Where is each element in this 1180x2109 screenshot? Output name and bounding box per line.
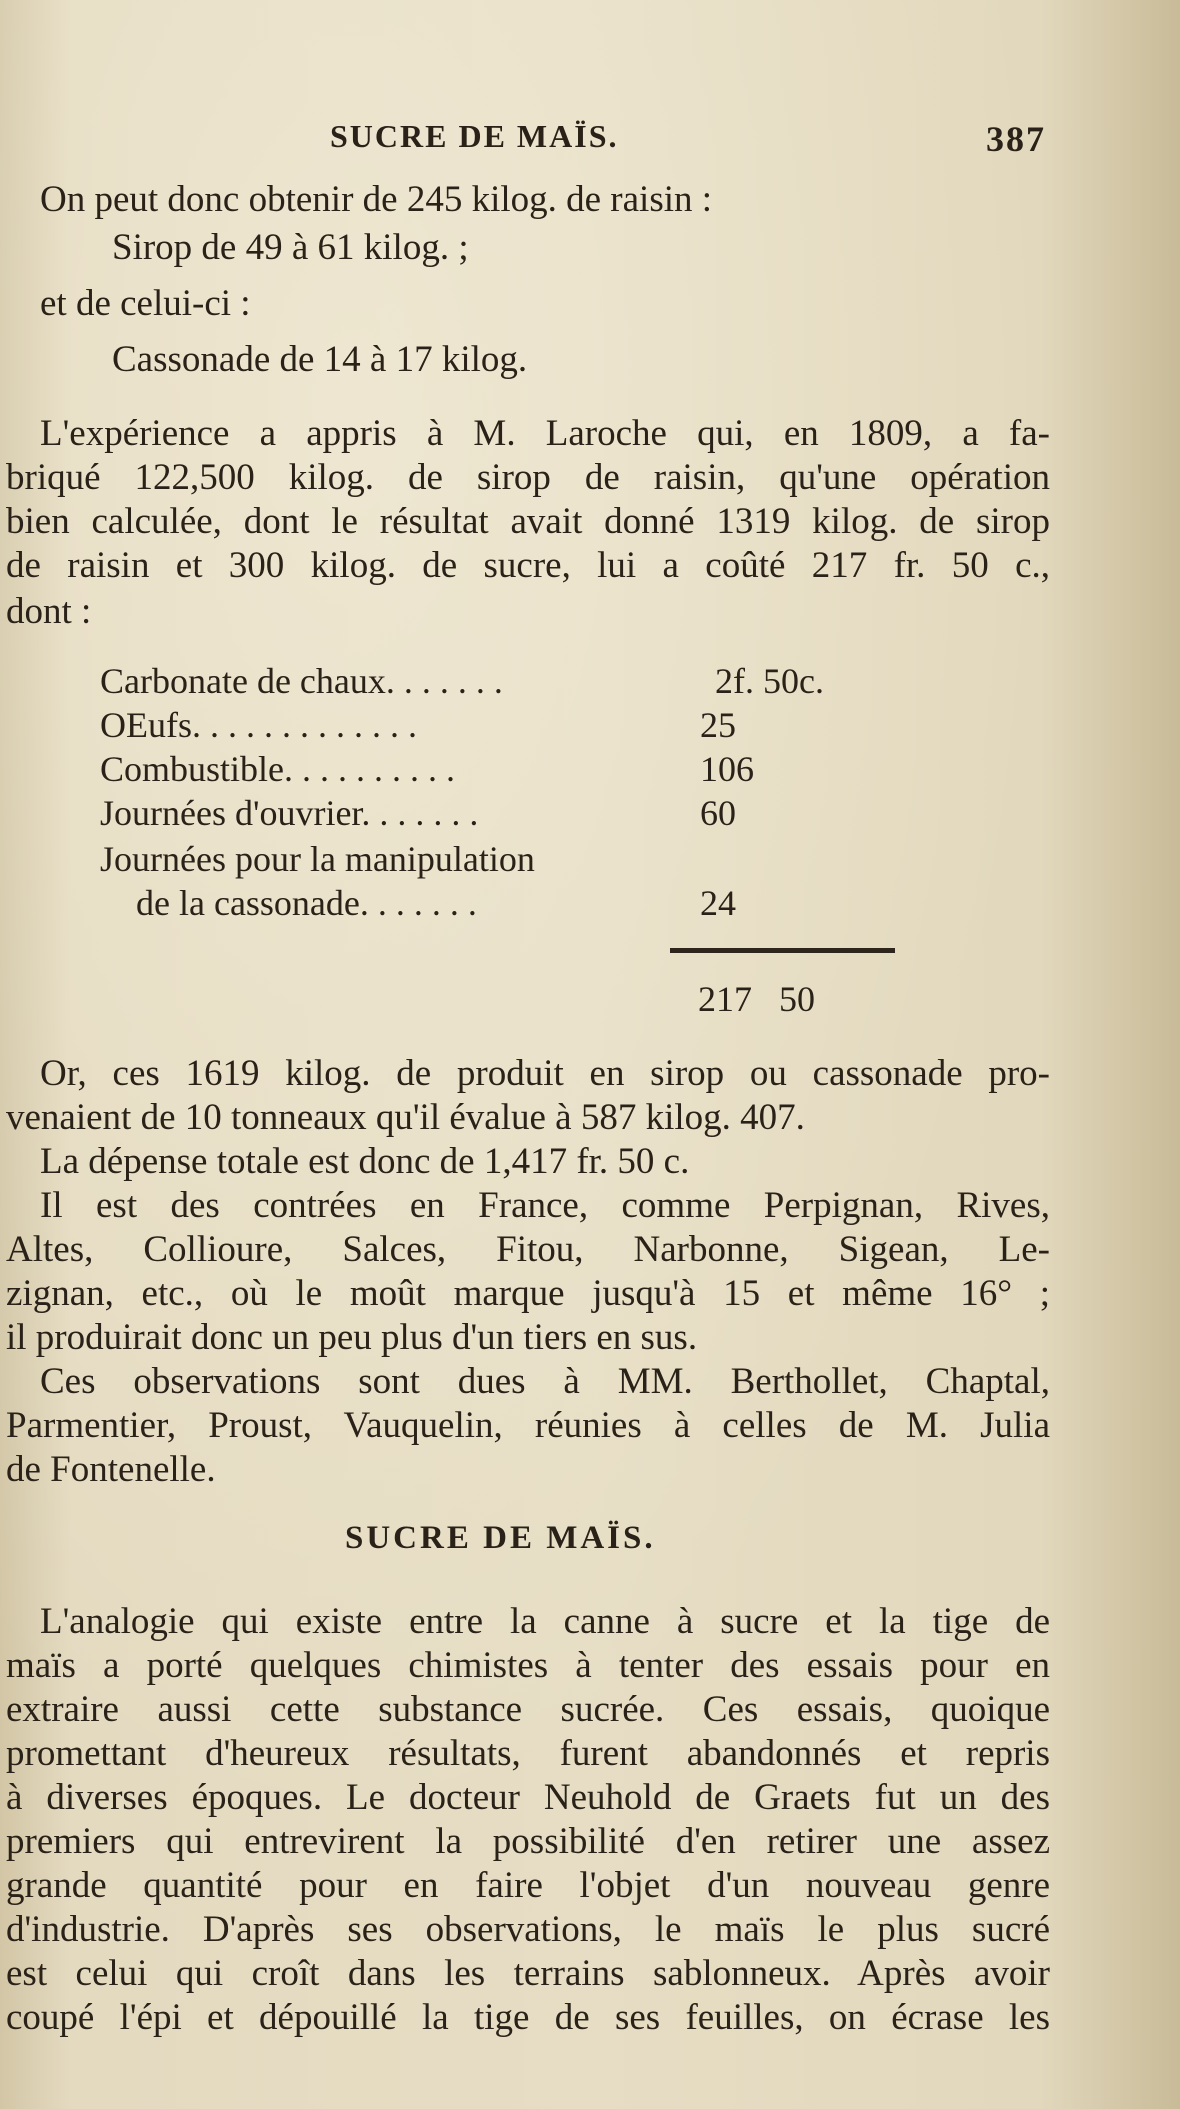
sum-rule — [670, 948, 895, 953]
row-label: Journées d'ouvrier. . . . . . . — [100, 793, 479, 833]
paragraph-line: à diverses époques. Le docteur Neuhold de Graets fut un des — [6, 1777, 1050, 1818]
row-label: Journées pour la manipulation — [100, 839, 535, 879]
row-value: 60 — [700, 793, 736, 833]
page-header — [330, 118, 1060, 162]
row-value: 2f. 50c. — [715, 661, 824, 701]
intro-line: Sirop de 49 à 61 kilog. ; — [112, 227, 469, 268]
paragraph-line: zignan, etc., où le moût marque jusqu'à 15 et même 16° ; — [6, 1273, 1050, 1314]
paragraph-line: de Fontenelle. — [6, 1449, 216, 1490]
paragraph-line: La dépense totale est donc de 1,417 fr. 50 c. — [40, 1141, 690, 1182]
table-row — [100, 660, 900, 704]
paragraph-line: briqué 122,500 kilog. de sirop de raisin, qu'une opération — [6, 457, 1050, 498]
table-row — [100, 792, 900, 836]
paragraph-line: bien calculée, dont le résultat avait donné 1319 kilog. de sirop — [6, 501, 1050, 542]
paragraph-line: maïs a porté quelques chimistes à tenter des essais pour en — [6, 1645, 1050, 1686]
row-value: 106 — [700, 749, 754, 789]
paragraph-line: L'analogie qui existe entre la canne à sucre et la tige de — [40, 1601, 1050, 1642]
table-row — [100, 704, 900, 748]
row-value: 25 — [700, 705, 736, 745]
section-title: SUCRE DE MAÏS. — [345, 1520, 656, 1556]
paragraph-line: il produirait donc un peu plus d'un tiers en sus. — [6, 1317, 698, 1358]
paragraph-line: Il est des contrées en France, comme Perpignan, Rives, — [40, 1185, 1050, 1226]
table-total: 217 50 — [698, 979, 815, 1019]
intro-line: Cassonade de 14 à 17 kilog. — [112, 339, 528, 380]
intro-line: On peut donc obtenir de 245 kilog. de raisin : — [40, 179, 713, 220]
table-row — [100, 748, 900, 792]
paragraph-line: L'expérience a appris à M. Laroche qui, en 1809, a fa- — [40, 413, 1050, 454]
intro-line: et de celui-ci : — [40, 283, 251, 324]
paragraph-line: grande quantité pour en faire l'objet d'un nouveau genre — [6, 1865, 1050, 1906]
row-label: OEufs. . . . . . . . . . . . . — [100, 705, 417, 745]
paragraph-line: Parmentier, Proust, Vauquelin, réunies à celles de M. Julia — [6, 1405, 1050, 1446]
paragraph-line: de raisin et 300 kilog. de sucre, lui a coûté 217 fr. 50 c., — [6, 545, 1050, 586]
paragraph-line: dont : — [6, 591, 92, 632]
row-label: de la cassonade. . . . . . . — [136, 883, 477, 923]
paragraph-line: est celui qui croît dans les terrains sablonneux. Après avoir — [6, 1953, 1050, 1994]
running-head: SUCRE DE MAÏS. — [330, 118, 619, 154]
paragraph-line: venaient de 10 tonneaux qu'il évalue à 587 kilog. 407. — [6, 1097, 805, 1138]
paragraph-line: Or, ces 1619 kilog. de produit en sirop ou cassonade pro- — [40, 1053, 1050, 1094]
page-number: 387 — [986, 119, 1046, 159]
table-row — [100, 838, 900, 882]
row-label: Carbonate de chaux. . . . . . . — [100, 661, 503, 701]
paragraph-line: promettant d'heureux résultats, furent abandonnés et repris — [6, 1733, 1050, 1774]
paragraph-line: Ces observations sont dues à MM. Berthollet, Chaptal, — [40, 1361, 1050, 1402]
paragraph-line: Altes, Collioure, Salces, Fitou, Narbonne, Sigean, Le- — [6, 1229, 1050, 1270]
table-row — [100, 882, 900, 926]
row-label: Combustible. . . . . . . . . . — [100, 749, 456, 789]
paragraph-line: extraire aussi cette substance sucrée. Ces essais, quoique — [6, 1689, 1050, 1730]
paragraph-line: premiers qui entrevirent la possibilité d'en retirer une assez — [6, 1821, 1050, 1862]
paragraph-line: d'industrie. D'après ses observations, le maïs le plus sucré — [6, 1909, 1050, 1950]
row-value: 24 — [700, 883, 736, 923]
paragraph-line: coupé l'épi et dépouillé la tige de ses feuilles, on écrase les — [6, 1997, 1050, 2038]
